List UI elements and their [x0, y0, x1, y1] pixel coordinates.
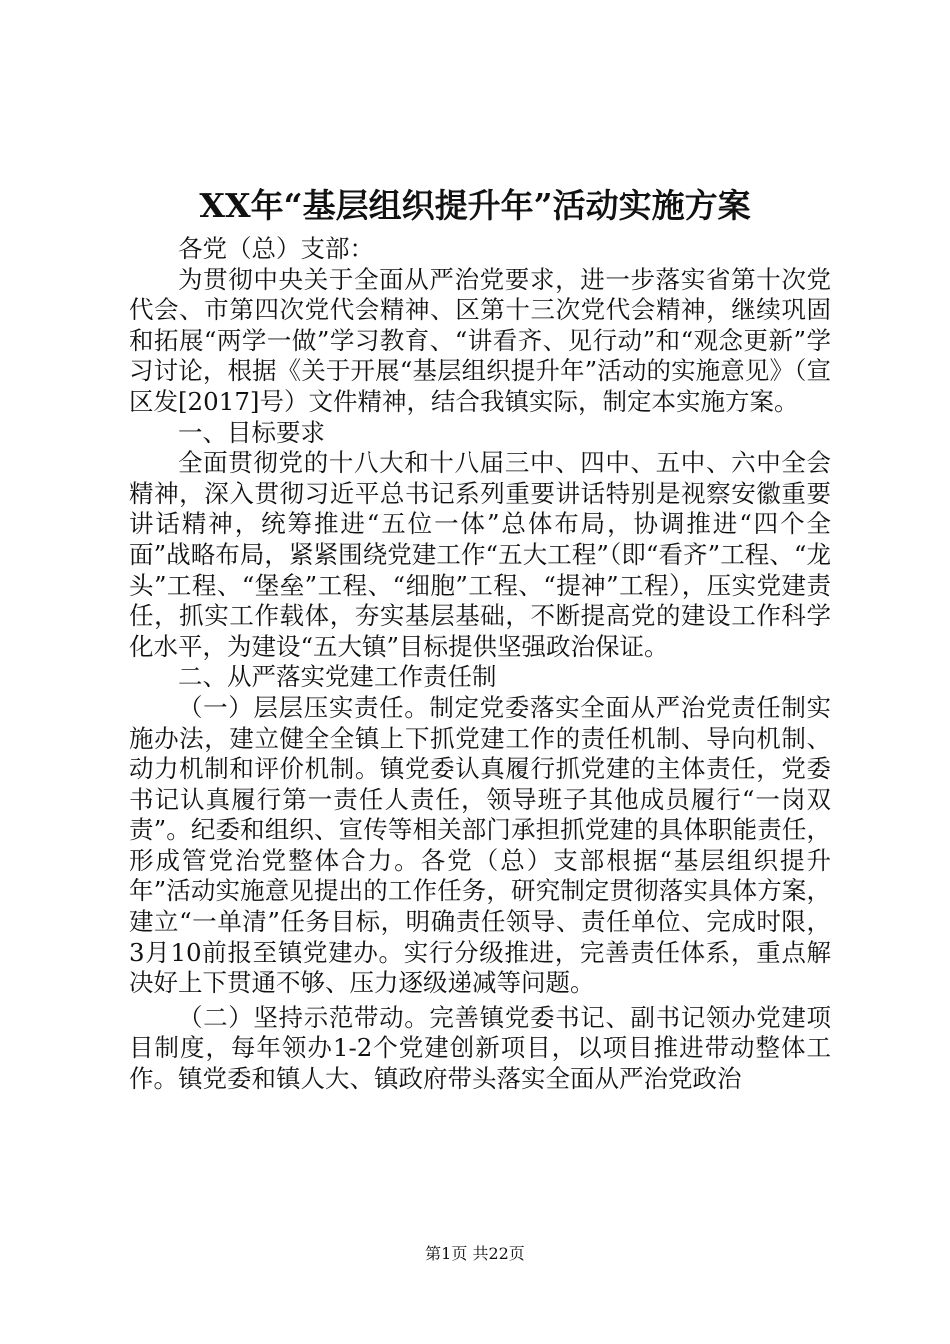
salutation: 各党（总）支部：: [178, 234, 374, 263]
section-heading-goals: 一、目标要求: [178, 417, 325, 447]
page-footer: 第1页 共22页: [425, 1244, 525, 1263]
document-body: [129, 234, 831, 1095]
responsibility-paragraph-1: （一）层层压实责任。制定党委落实全面从严治党责任制实施办法，建立健全全镇上下抓党建工作的责任机制、导向机制、动力机制和评价机制。镇党委认真履行抓党建的主体责任，党委书记认真履行第一责任人责任，领导班子其他成员履行“一岗双责”。纪委和组织、宣传等相关部门承担抓党建的具体职能责任，形成管党治党整体合力。各党（总）支部根据“基层组织提升年”活动实施意见提出的工作任务，研究制定贯彻落实具体方案，建立“一单清”任务目标，明确责任领导、责任单位、完成时限，3月10前报至镇党建办。实行分级推进，完善责任体系，重点解决好上下贯通不够、压力逐级递减等问题。: [129, 692, 831, 998]
section-heading-responsibility: 二、从严落实党建工作责任制: [178, 662, 497, 692]
responsibility-paragraph-2: （二）坚持示范带动。完善镇党委书记、副书记领办党建项目制度，每年领办1-2个党建创新项目，以项目推进带动整体工作。镇党委和镇人大、镇政府带头落实全面从严治党政治: [129, 1002, 831, 1094]
document-title: XX年“基层组织提升年”活动实施方案: [199, 186, 751, 225]
goals-paragraph: 全面贯彻党的十八大和十八届三中、四中、五中、六中全会精神，深入贯彻习近平总书记系列重要讲话特别是视察安徽重要讲话精神，统筹推进“五位一体”总体布局，协调推进“四个全面”战略布局，紧紧围绕党建工作“五大工程”（即“看齐”工程、“龙头”工程、“堡垒”工程、“细胞”工程、“提神”工程），压实党建责任，抓实工作载体，夯实基层基础，不断提高党的建设工作科学化水平，为建设“五大镇”目标提供坚强政治保证。: [129, 448, 831, 661]
intro-paragraph: 为贯彻中央关于全面从严治党要求，进一步落实省第十次党代会、市第四次党代会精神、区第十三次党代会精神，继续巩固和拓展“两学一做”学习教育、“讲看齐、见行动”和“观念更新”学习讨论，根据《关于开展“基层组织提升年”活动的实施意见》（宣区发[2017]号）文件精神，结合我镇实际，制定本实施方案。: [129, 264, 831, 416]
